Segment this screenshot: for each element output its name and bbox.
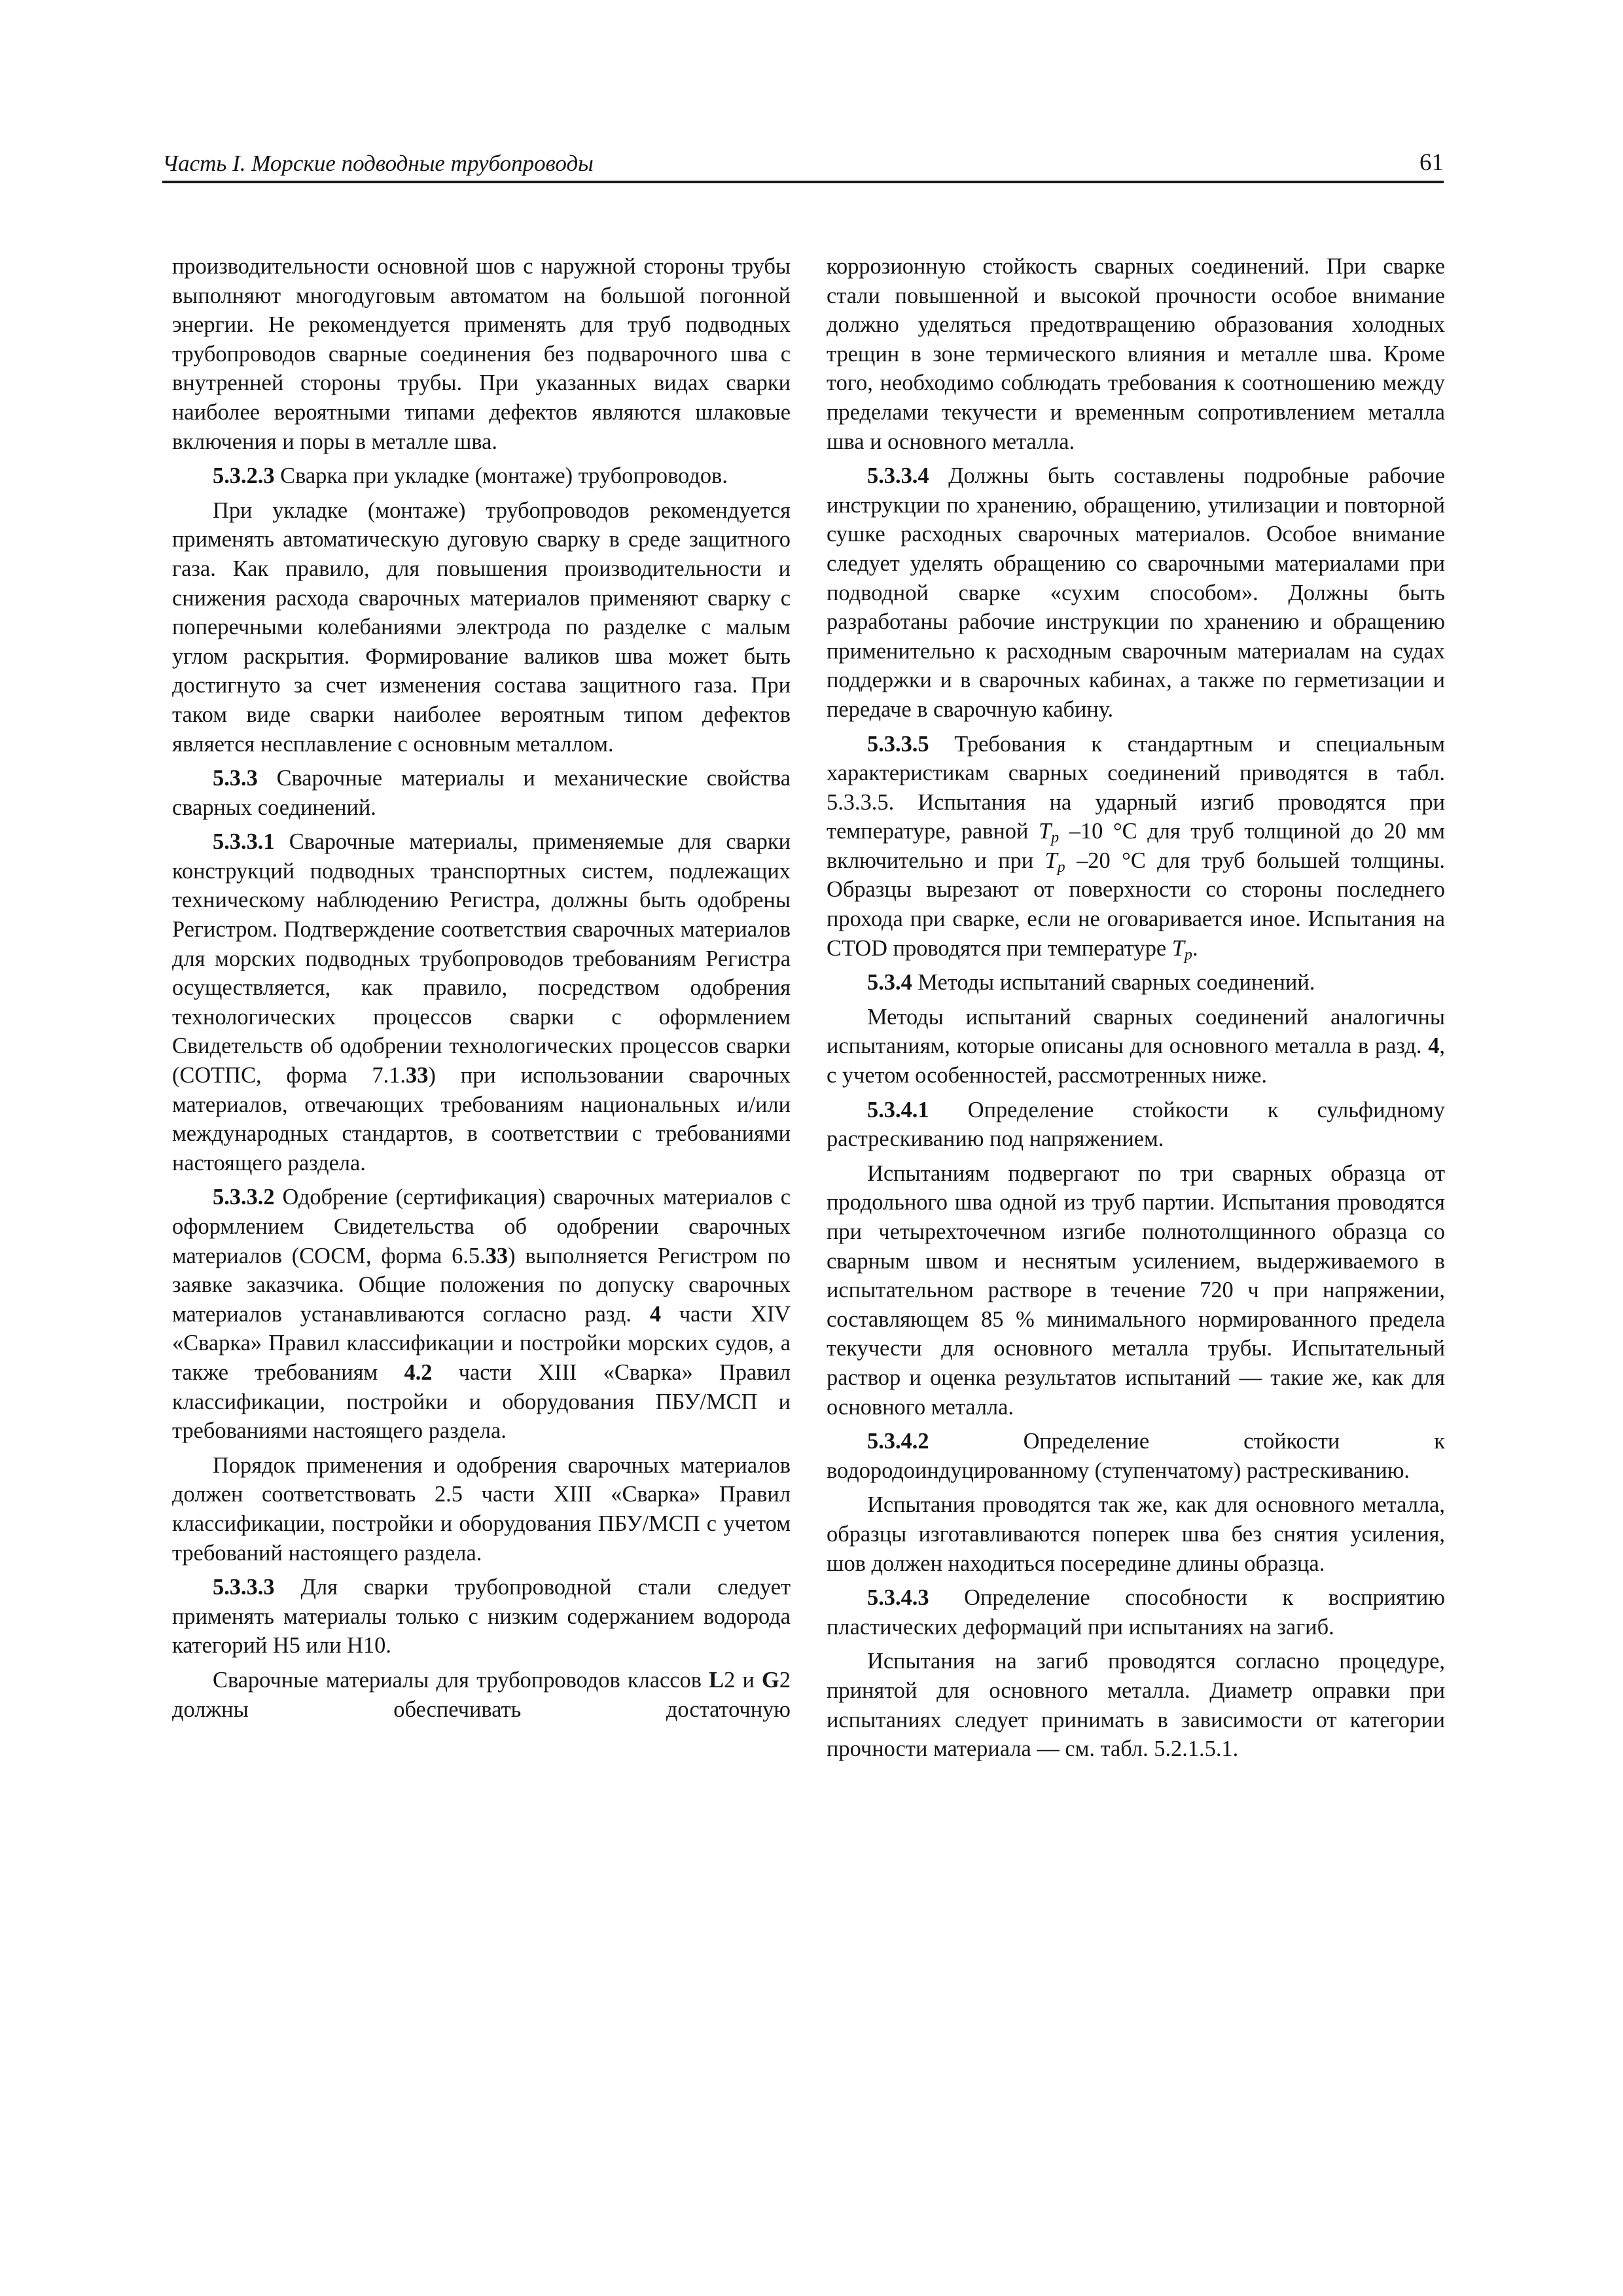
page-header — [162, 149, 1444, 183]
page-number: 61 — [1419, 149, 1444, 176]
paragraph: производительности основной шов с наружной стороны трубы выполняют многодуговым автоматом на большой погонной энергии. Не рекомендуется применять для труб подводных трубопроводов сварные соединения без подварочного шва с внутренней стороны трубы. При указанных видах сварки наиболее вероятными типами дефектов являются шлаковые включения и поры в металле шва. — [172, 254, 791, 454]
section-number: 5.3.4.2 — [867, 1429, 929, 1454]
section-number: 5.3.4 — [867, 970, 912, 996]
running-title: Часть I. Морские подводные трубопроводы — [162, 151, 594, 176]
right-column — [827, 252, 1445, 1769]
section-5-3-3-2: 5.3.3.2 Одобрение (сертификация) сварочных материалов с оформлением Свидетельства об одобрении сварочных материалов (СОСМ, форма 6.5.33) выполняется Регистром по заявке заказчика. Общие положения по допуску сварочных материалов устанавливаются согласно разд. 4 части XIV «Сварка» Правил классификации и постройки морских судов, а также требованиям 4.2 части XIII «Сварка» Правил классификации, постройки и оборудования ПБУ/МСП и требованиями настоящего раздела. — [172, 1185, 791, 1444]
section-number: 5.3.2.3 — [213, 463, 275, 489]
section-5-3-4-3: 5.3.4.3 Определение способности к восприятию пластических деформаций при испытаниях на загиб. — [827, 1585, 1445, 1640]
paragraph: Методы испытаний сварных соединений аналогичны испытаниям, которые описаны для основного металла в разд. 4, с учетом особенностей, рассмотренных ниже. — [827, 1004, 1445, 1088]
paragraph: Сварочные материалы для трубопроводов классов L2 и G2 должны обеспечивать достаточную — [172, 1667, 791, 1722]
paragraph: Испытания проводятся так же, как для основного металла, образцы изготавливаются поперек шва без снятия усиления, шов должен находиться посередине длины образца. — [827, 1492, 1445, 1576]
paragraph: Испытания на загиб проводятся согласно процедуре, принятой для основного металла. Диаметр оправки при испытаниях следует принимать в зависимости от категории прочности материала — см. табл. 5.2.1.5.1. — [827, 1649, 1445, 1762]
paragraph: Испытаниям подвергают по три сварных образца от продольного шва одной из труб партии. Испытания проводятся при четырехточечном изгибе полнотолщинного образца со сварным швом и неснятым усилением, выдерживаемого в испытательном растворе в течение 720 ч при напряжении, составляющем 85 % минимального нормированного предела текучести для основного металла трубы. Испытательный раствор и оценка результатов испытаний — такие же, как для основного металла. — [827, 1160, 1445, 1420]
section-number: 5.3.3.2 — [213, 1185, 275, 1210]
paragraph: коррозионную стойкость сварных соединений. При сварке стали повышенной и высокой прочности особое внимание должно уделяться предотвращению образования холодных трещин в зоне термического влияния и металле шва. Кроме того, необходимо соблюдать требования к соотношению между пределами текучести и временным сопротивлением металла шва и основного металла. — [827, 254, 1445, 454]
section-number: 5.3.3.3 — [213, 1575, 275, 1600]
symbol-tp: $T_p$ — [1039, 819, 1060, 847]
section-5-3-3-4: 5.3.3.4 Должны быть составлены подробные рабочие инструкции по хранению, обращению, утилизации и повторной сушке расходных сварочных материалов. Особое внимание следует уделять обращению со сварочными материалами при подводной сварке «сухим способом». Должны быть разработаны рабочие инструкции по хранению и обращению применительно к расходным сварочным материалам на судах поддержки и в сварочных кабинах, а также по герметизации и передаче в сварочную кабину. — [827, 463, 1445, 722]
section-number: 5.3.4.1 — [867, 1097, 929, 1122]
section-number: 5.3.4.3 — [867, 1585, 929, 1611]
section-5-3-3: 5.3.3 Сварочные материалы и механические свойства сварных соединений. — [172, 766, 791, 820]
section-5-3-4-1: 5.3.4.1 Определение стойкости к сульфидному растрескиванию под напряжением. — [827, 1097, 1445, 1152]
section-number: 5.3.3.4 — [867, 463, 929, 489]
section-5-3-2-3: 5.3.2.3 Сварка при укладке (монтаже) трубопроводов. — [213, 463, 728, 489]
section-5-3-3-1: 5.3.3.1 Сварочные материалы, применяемые для сварки конструкций подводных транспортных систем, подлежащих техническому наблюдению Регистра, должны быть одобрены Регистром. Подтверждение соответствия сварочных материалов для морских подводных трубопроводов требованиям Регистра осуществляется, как правило, посредством одобрения технологических процессов сварки с оформлением Свидетельств об одобрении технологических процессов сварки (СОТПС, форма 7.1.33) при использовании сварочных материалов, отвечающих требованиям национальных и/или международных стандартов, в соответствии с требованиями настоящего раздела. — [172, 829, 791, 1175]
section-number: 5.3.3 — [213, 766, 258, 791]
symbol-tp: $T_p$ — [1171, 935, 1192, 963]
symbol-tp: $T_p$ — [1044, 848, 1065, 876]
section-5-3-3-5: 5.3.3.5 Требования к стандартным и специальным характеристикам сварных соединений приводятся в табл. 5.3.3.5. Испытания на ударный изгиб проводятся при температуре, равной $T_p$ –10 °С для труб толщиной до 20 мм включительно и при $T_p$ –20 °С для труб большей толщины. Образцы вырезают от поверхности со стороны последнего прохода при сварке, если не оговаривается иное. Испытания на CTOD проводятся при температуре $T_p$. — [827, 731, 1445, 963]
paragraph: Порядок применения и одобрения сварочных материалов должен соответствовать 2.5 части XIII «Сварка» Правил классификации, постройки и оборудования ПБУ/МСП с учетом требований настоящего раздела. — [172, 1452, 791, 1566]
section-5-3-4-2: 5.3.4.2 Определение стойкости к водородоиндуцированному (ступенчатому) растрескиванию. — [827, 1429, 1445, 1483]
paragraph: При укладке (монтаже) трубопроводов рекомендуется применять автоматическую дуговую сварку в среде защитного газа. Как правило, для повышения производительности и снижения расхода сварочных материалов применяют сварку с поперечными колебаниями электрода по разделке с малым углом раскрытия. Формирование валиков шва может быть достигнуто за счет изменения состава защитного газа. При таком виде сварки наиболее вероятным типом дефектов является несплавление с основным металлом. — [172, 497, 791, 757]
section-5-3-3-3: 5.3.3.3 Для сварки трубопроводной стали следует применять материалы только с низким содержанием водорода категорий Н5 или Н10. — [172, 1575, 791, 1659]
section-5-3-4: 5.3.4 Методы испытаний сварных соединений. — [867, 970, 1315, 996]
left-column — [172, 252, 791, 1729]
section-number: 5.3.3.1 — [213, 829, 275, 855]
section-number: 5.3.3.5 — [867, 731, 929, 757]
